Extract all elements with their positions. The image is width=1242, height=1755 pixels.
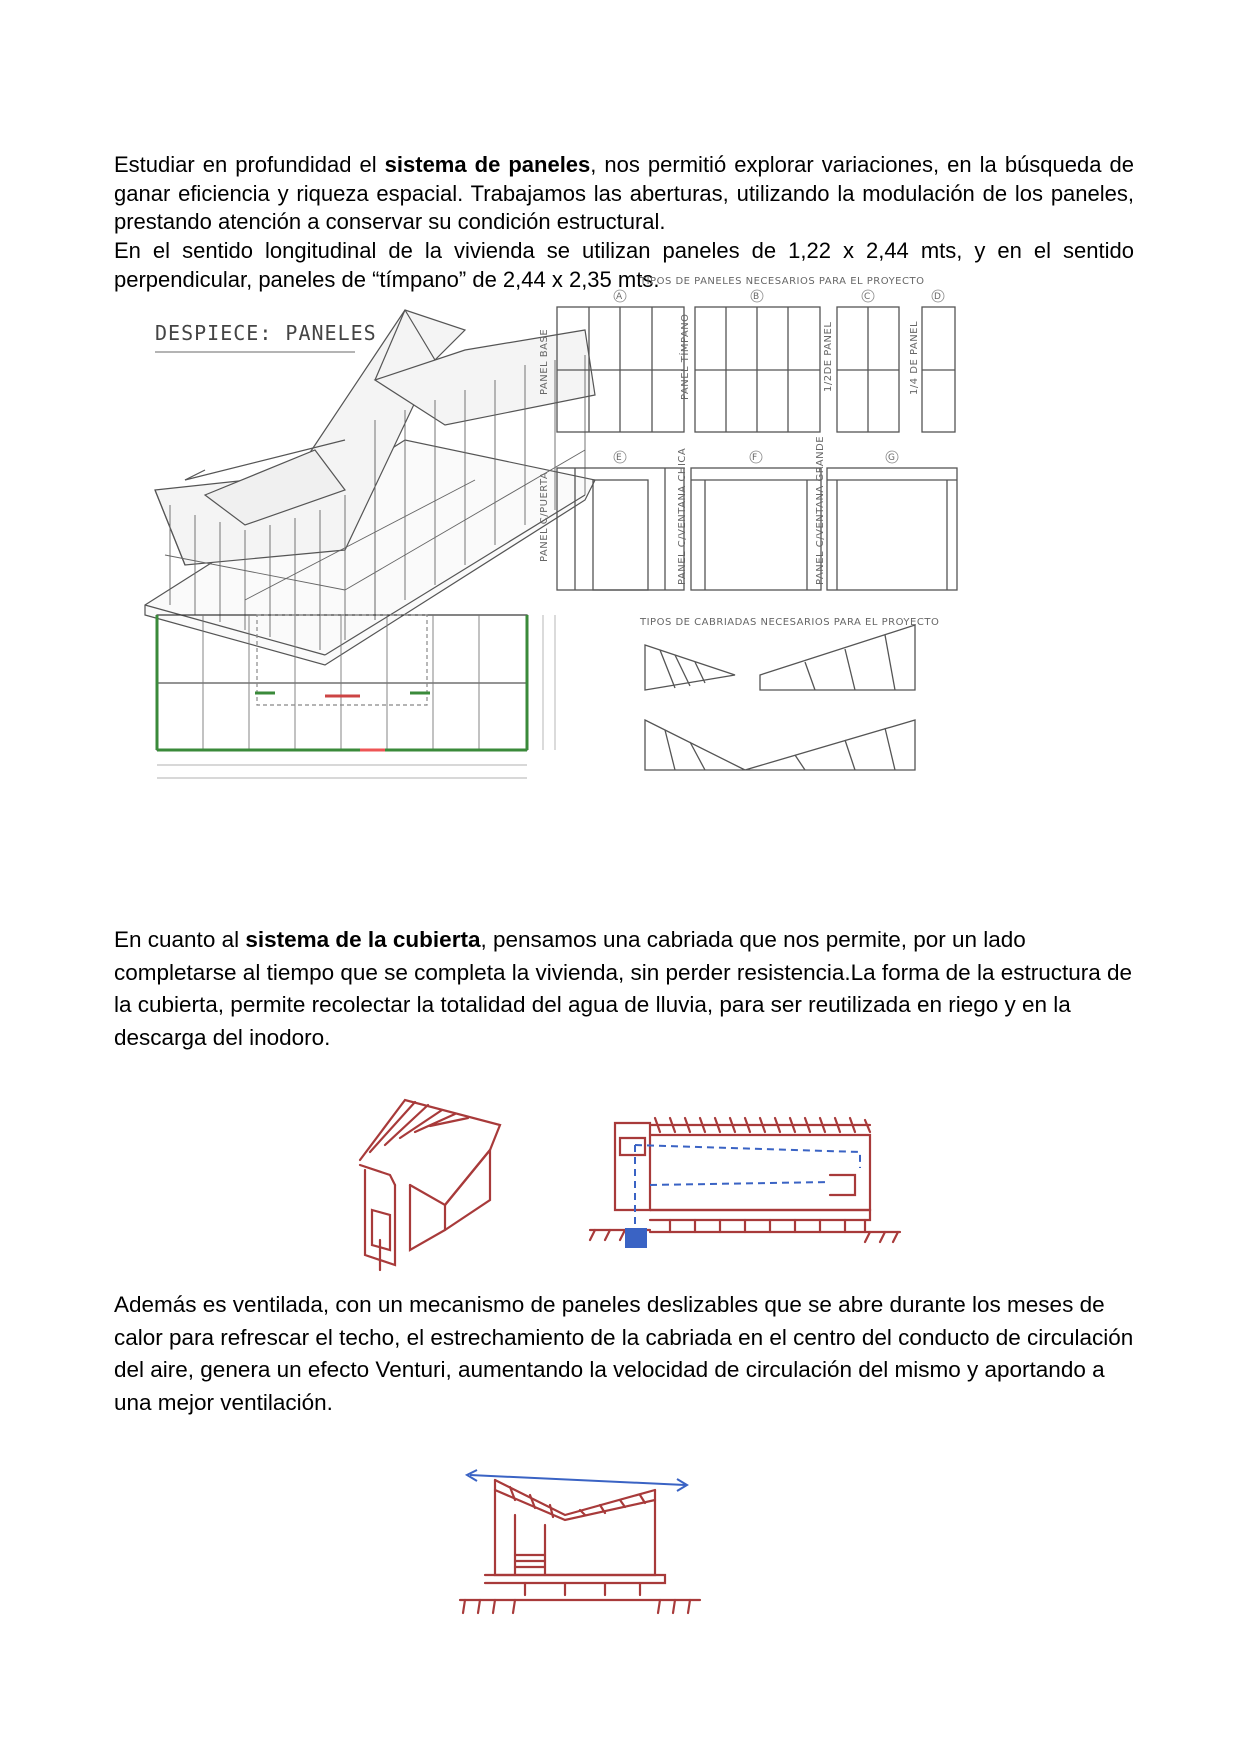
panel-letter-c: C (864, 292, 871, 302)
panel-letter-d: D (934, 292, 941, 302)
label-panel-base: PANEL BASE (539, 328, 550, 395)
label-panel-timpano: PANEL TÍMPANO (680, 313, 691, 400)
roof-text-start: En cuanto al (114, 927, 246, 952)
roof-sketches (350, 1090, 910, 1280)
label-panel-large-window: PANEL C/VENTANA GRANDE (815, 435, 826, 585)
intro-paragraph (114, 151, 1134, 237)
label-half-panel: 1/2DE PANEL (823, 321, 834, 392)
panel-letter-e: E (616, 453, 622, 463)
intro-bold-term: sistema de paneles (384, 152, 591, 177)
trusses-heading: TIPOS DE CABRIADAS NECESARIOS PARA EL PROYECTO (640, 617, 940, 628)
panel-letter-g: G (888, 453, 895, 463)
ventilation-text: Además es ventilada, con un mecanismo de paneles deslizables que se abre durante los meses de calor para refrescar el techo, el estrechamiento de la cabriada en el centro del conducto de circulación del aire, genera un efecto Venturi, aumentando la velocidad de circulación del mismo y aportando a una mejor ventilación. (114, 1292, 1134, 1415)
label-quarter-panel: 1/4 DE PANEL (909, 320, 920, 395)
roof-text-end: , pensamos una cabriada que nos permite, por un lado completarse al tiempo que se completa la vivienda, sin perder resistencia.La forma de la estructura de la cubierta, permite recolectar la totalidad del agua de lluvia, para ser reutilizada en riego y en la descarga del inodoro. (114, 927, 1133, 1050)
figure-title: DESPIECE: PANELES (155, 321, 377, 345)
panel-letter-f: F (752, 453, 758, 463)
panels-heading: TIPOS DE PANELES NECESARIOS PARA EL PROYECTO (640, 276, 925, 287)
intro-text-end: , nos permitió explorar variaciones, en la búsqueda de ganar eficiencia y riqueza espacial. Trabajamos las aberturas, utilizando la modulación de los paneles, prestando atención a conservar su condición estructural. (114, 152, 1134, 234)
ventilation-paragraph (114, 1289, 1134, 1419)
label-panel-door: PANEL C/PUERTA (539, 471, 550, 562)
roof-bold-term: sistema de la cubierta (245, 927, 481, 952)
roof-system-paragraph (114, 924, 1134, 1054)
panel-dimensions-text: En el sentido longitudinal de la vivienda se utilizan paneles de 1,22 x 2,44 mts, y en el sentido perpendicular, paneles de “tímpano” de 2,44 x 2,35 mts. (114, 238, 1134, 292)
ventilation-sketch (455, 1455, 715, 1625)
panel-letter-b: B (753, 292, 760, 302)
intro-text-start: Estudiar en profundidad el (114, 152, 385, 177)
panel-dimensions-paragraph (114, 237, 1134, 294)
label-panel-small-window: PANEL C/VENTANA CHICA (677, 447, 688, 585)
water-tank-icon (625, 1228, 647, 1248)
panel-letter-a: A (616, 292, 623, 302)
panels-breakdown-figure (145, 276, 1080, 880)
